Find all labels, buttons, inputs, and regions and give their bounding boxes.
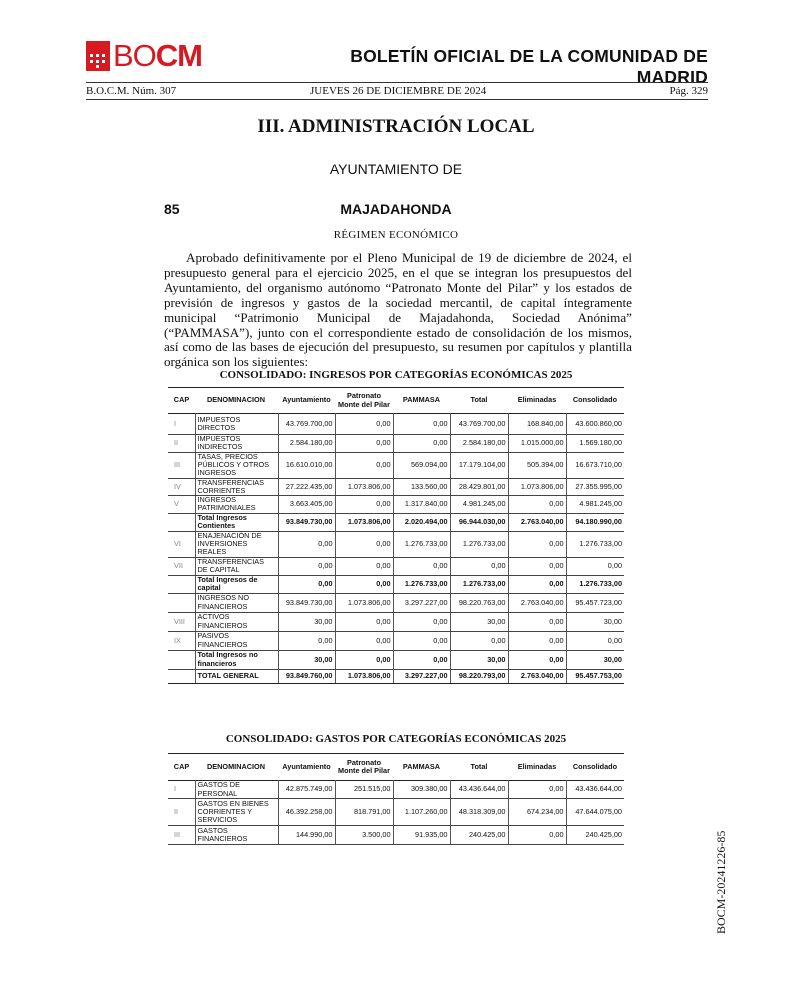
gastos-table: [168, 753, 624, 845]
cell-total: 240.425,00: [450, 826, 508, 845]
cell-cap: I: [168, 781, 195, 799]
col-cap: CAP: [173, 761, 190, 771]
cell-ayuntamiento: 43.769.700,00: [278, 414, 335, 435]
cell-denominacion: TRANSFERENCIAS CORRIENTES: [195, 478, 278, 496]
cell-eliminadas: 2.763.040,00: [508, 513, 566, 531]
cell-eliminadas: 0,00: [508, 612, 566, 631]
cell-consolidado: 43.600.860,00: [566, 414, 624, 435]
cell-ayuntamiento: 0,00: [278, 557, 335, 575]
cell-pammasa: 1.276.733,00: [393, 575, 450, 593]
cell-consolidado: 27.355.995,00: [566, 478, 624, 496]
cell-total: 4.981.245,00: [450, 496, 508, 514]
cell-consolidado: 0,00: [566, 631, 624, 650]
table-row: [168, 650, 624, 669]
cell-denominacion: Total Ingresos Contientes: [195, 513, 278, 531]
table-row: [168, 669, 624, 683]
cell-cap: VIII: [168, 612, 195, 631]
cell-consolidado: 95.457.723,00: [566, 593, 624, 612]
cell-total: 1.276.733,00: [450, 575, 508, 593]
cell-pammasa: 569.094,00: [393, 452, 450, 478]
cell-consolidado: 43.436.644,00: [566, 781, 624, 799]
body-paragraph: Aprobado definitivamente por el Pleno Municipal de 19 de diciembre de 2024, el presupuesto general para el ejercicio 2025, en el que se integran los presupuestos del Ayuntamiento, del organismo autónomo “Patronato Monte del Pilar” y los estados de previsión de ingresos y gastos de la sociedad mercantil, de capital íntegramente municipal “Patrimonio Municipal de Majadahonda, Sociedad Anónima” (“PAMMASA”), junto con el correspondiente estado de consolidación de los mismos, así como de las bases de ejecución del presupuesto, su resumen por capítulos y plantilla orgánica son los siguientes:: [164, 250, 632, 370]
col-pammasa: PAMMASA: [402, 395, 441, 405]
cell-pammasa: 1.276.733,00: [393, 531, 450, 557]
table-header: [168, 754, 624, 781]
cell-eliminadas: 0,00: [508, 496, 566, 514]
cell-ayuntamiento: 42.875.749,00: [278, 781, 335, 799]
cell-consolidado: 1.276.733,00: [566, 531, 624, 557]
table-header: [168, 388, 624, 414]
cell-cap: VI: [168, 531, 195, 557]
cell-ayuntamiento: 46.392.258,00: [278, 799, 335, 826]
cell-denominacion: GASTOS EN BIENES CORRIENTES Y SERVICIOS: [195, 799, 278, 826]
col-cap: CAP: [173, 395, 190, 405]
cell-eliminadas: 2.763.040,00: [508, 669, 566, 683]
entity-line: AYUNTAMIENTO DE: [329, 161, 463, 177]
cell-consolidado: 0,00: [566, 557, 624, 575]
cell-patronato: 251.515,00: [335, 781, 393, 799]
cell-ayuntamiento: 30,00: [278, 612, 335, 631]
cell-denominacion: Total Ingresos no financieros: [195, 650, 278, 669]
cell-ayuntamiento: 27.222.435,00: [278, 478, 335, 496]
cell-cap: [168, 575, 195, 593]
cell-eliminadas: 0,00: [508, 781, 566, 799]
table-row: [168, 513, 624, 531]
col-eliminadas: Eliminadas: [517, 395, 557, 405]
col-pammasa: PAMMASA: [402, 761, 441, 771]
cell-denominacion: IMPUESTOS DIRECTOS: [195, 414, 278, 435]
cell-cap: IV: [168, 478, 195, 496]
cell-denominacion: TASAS, PRECIOS PÚBLICOS Y OTROS INGRESOS: [195, 452, 278, 478]
issue-number: B.O.C.M. Núm. 307: [86, 85, 177, 97]
cell-total: 1.276.733,00: [450, 531, 508, 557]
cell-denominacion: INGRESOS NO FINANCIEROS: [195, 593, 278, 612]
document-code: BOCM-20241226-85: [714, 830, 728, 934]
cell-eliminadas: 0,00: [508, 826, 566, 845]
cell-consolidado: 47.644.075,00: [566, 799, 624, 826]
cell-eliminadas: 1.073.806,00: [508, 478, 566, 496]
cell-pammasa: 0,00: [393, 631, 450, 650]
cell-eliminadas: 1.015.000,00: [508, 435, 566, 453]
table-row: [168, 575, 624, 593]
cell-patronato: 818.791,00: [335, 799, 393, 826]
cell-cap: V: [168, 496, 195, 514]
cell-pammasa: 309.380,00: [393, 781, 450, 799]
header-rule: [86, 82, 708, 83]
cell-total: 98.220.793,00: [450, 669, 508, 683]
cell-patronato: 1.073.806,00: [335, 478, 393, 496]
table-row: [168, 631, 624, 650]
col-denominacion: DENOMINACION: [207, 395, 265, 405]
cell-consolidado: 4.981.245,00: [566, 496, 624, 514]
cell-ayuntamiento: 93.849.760,00: [278, 669, 335, 683]
table-row: [168, 531, 624, 557]
cell-pammasa: 91.935,00: [393, 826, 450, 845]
cell-cap: VII: [168, 557, 195, 575]
ingresos-table-title: CONSOLIDADO: INGRESOS POR CATEGORÍAS ECONÓMICAS 2025: [219, 369, 573, 381]
cell-patronato: 1.073.806,00: [335, 669, 393, 683]
cell-pammasa: 0,00: [393, 414, 450, 435]
gastos-table-title: CONSOLIDADO: GASTOS POR CATEGORÍAS ECONÓMICAS 2025: [225, 733, 567, 745]
cell-consolidado: 1.569.180,00: [566, 435, 624, 453]
cell-consolidado: 30,00: [566, 650, 624, 669]
cell-denominacion: GASTOS FINANCIEROS: [195, 826, 278, 845]
cell-denominacion: TOTAL GENERAL: [195, 669, 278, 683]
cell-cap: IX: [168, 631, 195, 650]
cell-denominacion: ENAJENACIÓN DE INVERSIONES REALES: [195, 531, 278, 557]
issue-date: JUEVES 26 DE DICIEMBRE DE 2024: [310, 85, 487, 97]
cell-patronato: 0,00: [335, 496, 393, 514]
cell-total: 17.179.104,00: [450, 452, 508, 478]
cell-consolidado: 94.180.990,00: [566, 513, 624, 531]
cell-eliminadas: 0,00: [508, 531, 566, 557]
table-row: [168, 826, 624, 845]
cell-patronato: 1.073.806,00: [335, 593, 393, 612]
col-total: Total: [470, 395, 488, 405]
bulletin-title: BOLETÍN OFICIAL DE LA COMUNIDAD DE MADRID: [350, 46, 708, 87]
col-denominacion: DENOMINACION: [207, 761, 265, 771]
col-consolidado: Consolidado: [572, 761, 618, 771]
cell-ayuntamiento: 16.610.010,00: [278, 452, 335, 478]
cell-cap: I: [168, 414, 195, 435]
logo-text: BOCM: [113, 38, 203, 73]
table-row: [168, 799, 624, 826]
cell-ayuntamiento: 0,00: [278, 575, 335, 593]
cell-total: 43.436.644,00: [450, 781, 508, 799]
cell-ayuntamiento: 93.849.730,00: [278, 513, 335, 531]
cell-total: 96.944.030,00: [450, 513, 508, 531]
cell-cap: III: [168, 826, 195, 845]
cell-denominacion: Total Ingresos de capital: [195, 575, 278, 593]
table-row: [168, 496, 624, 514]
cell-pammasa: 2.020.494,00: [393, 513, 450, 531]
cell-pammasa: 1.107.260,00: [393, 799, 450, 826]
cell-patronato: 0,00: [335, 557, 393, 575]
cell-cap: [168, 513, 195, 531]
cell-patronato: 0,00: [335, 575, 393, 593]
cell-eliminadas: 0,00: [508, 631, 566, 650]
col-ayuntamiento: Ayuntamiento: [282, 761, 331, 771]
ingresos-table: [168, 387, 624, 684]
cell-patronato: 0,00: [335, 612, 393, 631]
page-number: Pág. 329: [669, 85, 708, 97]
cell-cap: [168, 593, 195, 612]
cell-eliminadas: 674.234,00: [508, 799, 566, 826]
cell-consolidado: 16.673.710,00: [566, 452, 624, 478]
cell-patronato: 0,00: [335, 650, 393, 669]
table-row: [168, 414, 624, 435]
cell-total: 28.429.801,00: [450, 478, 508, 496]
cell-cap: III: [168, 452, 195, 478]
cell-cap: II: [168, 435, 195, 453]
section-title: III. ADMINISTRACIÓN LOCAL: [257, 116, 535, 137]
cell-ayuntamiento: 3.663.405,00: [278, 496, 335, 514]
cell-pammasa: 3.297.227,00: [393, 669, 450, 683]
cell-total: 0,00: [450, 557, 508, 575]
cell-cap: [168, 650, 195, 669]
cell-eliminadas: 168.840,00: [508, 414, 566, 435]
cell-ayuntamiento: 0,00: [278, 631, 335, 650]
cell-cap: II: [168, 799, 195, 826]
cell-eliminadas: 505.394,00: [508, 452, 566, 478]
table-row: [168, 781, 624, 799]
subsection-title: RÉGIMEN ECONÓMICO: [333, 229, 459, 241]
cell-pammasa: 133.560,00: [393, 478, 450, 496]
cell-ayuntamiento: 93.849.730,00: [278, 593, 335, 612]
cell-ayuntamiento: 144.990,00: [278, 826, 335, 845]
cell-pammasa: 0,00: [393, 612, 450, 631]
cell-patronato: 0,00: [335, 414, 393, 435]
cell-ayuntamiento: 0,00: [278, 531, 335, 557]
cell-consolidado: 1.276.733,00: [566, 575, 624, 593]
cell-eliminadas: 0,00: [508, 575, 566, 593]
bocm-logo: [86, 40, 202, 72]
col-total: Total: [470, 761, 488, 771]
cell-patronato: 0,00: [335, 531, 393, 557]
announcement-number: 85: [164, 201, 180, 217]
cell-total: 30,00: [450, 612, 508, 631]
table-row: [168, 557, 624, 575]
cell-pammasa: 3.297.227,00: [393, 593, 450, 612]
table-row: [168, 435, 624, 453]
cell-eliminadas: 0,00: [508, 650, 566, 669]
town-name: MAJADAHONDA: [340, 201, 452, 217]
cell-denominacion: ACTIVOS FINANCIEROS: [195, 612, 278, 631]
cell-cap: [168, 669, 195, 683]
table-row: [168, 478, 624, 496]
cell-pammasa: 0,00: [393, 650, 450, 669]
cell-total: 43.769.700,00: [450, 414, 508, 435]
madrid-flag-icon: [86, 41, 110, 71]
cell-total: 30,00: [450, 650, 508, 669]
table-row: [168, 593, 624, 612]
cell-patronato: 0,00: [335, 631, 393, 650]
col-patronato: Patronato Monte del Pilar: [338, 757, 390, 775]
col-ayuntamiento: Ayuntamiento: [282, 395, 331, 405]
col-patronato: Patronato Monte del Pilar: [338, 391, 390, 409]
col-eliminadas: Eliminadas: [517, 761, 557, 771]
cell-denominacion: GASTOS DE PERSONAL: [195, 781, 278, 799]
col-consolidado: Consolidado: [572, 395, 618, 405]
cell-pammasa: 1.317.840,00: [393, 496, 450, 514]
cell-ayuntamiento: 2.584.180,00: [278, 435, 335, 453]
cell-denominacion: PASIVOS FINANCIEROS: [195, 631, 278, 650]
cell-ayuntamiento: 30,00: [278, 650, 335, 669]
cell-patronato: 1.073.806,00: [335, 513, 393, 531]
cell-eliminadas: 2.763.040,00: [508, 593, 566, 612]
cell-total: 48.318.309,00: [450, 799, 508, 826]
cell-eliminadas: 0,00: [508, 557, 566, 575]
cell-patronato: 0,00: [335, 452, 393, 478]
cell-total: 0,00: [450, 631, 508, 650]
cell-total: 98.220.763,00: [450, 593, 508, 612]
table-row: [168, 452, 624, 478]
cell-consolidado: 240.425,00: [566, 826, 624, 845]
header-rule-bottom: [86, 99, 708, 100]
cell-patronato: 3.500,00: [335, 826, 393, 845]
cell-denominacion: TRANSFERENCIAS DE CAPITAL: [195, 557, 278, 575]
table-row: [168, 612, 624, 631]
cell-patronato: 0,00: [335, 435, 393, 453]
cell-pammasa: 0,00: [393, 557, 450, 575]
cell-consolidado: 30,00: [566, 612, 624, 631]
cell-denominacion: IMPUESTOS INDIRECTOS: [195, 435, 278, 453]
cell-consolidado: 95.457.753,00: [566, 669, 624, 683]
cell-total: 2.584.180,00: [450, 435, 508, 453]
cell-pammasa: 0,00: [393, 435, 450, 453]
cell-denominacion: INGRESOS PATRIMONIALES: [195, 496, 278, 514]
